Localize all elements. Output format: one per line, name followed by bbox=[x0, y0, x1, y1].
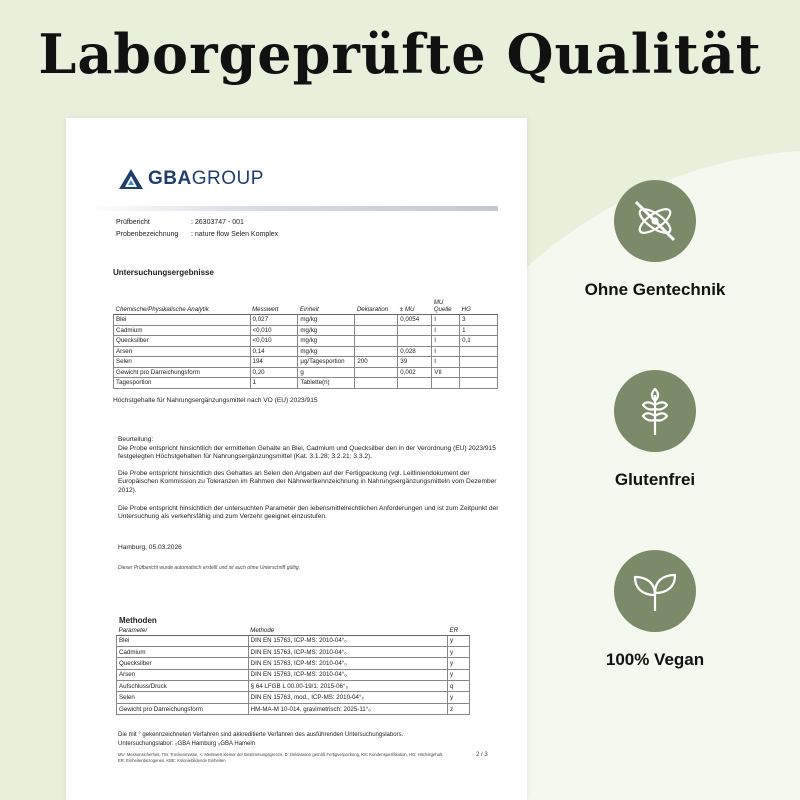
leaf-icon bbox=[614, 550, 696, 632]
table-row bbox=[114, 357, 498, 368]
table-cell: I bbox=[432, 325, 460, 336]
badge-no-gmo bbox=[555, 180, 755, 300]
accreditation-note: Die mit ° gekennzeichneten Verfahren sind akkreditierte Verfahren des ausführenden Untersuchungslabors. Untersuchungslabor: ₀GBA Hamburg ₀GBA Hameln bbox=[118, 732, 404, 747]
report-date: Hamburg, 05.03.2026 bbox=[118, 544, 182, 551]
table-cell: y bbox=[448, 669, 470, 680]
table-cell bbox=[355, 378, 398, 389]
table-cell: q bbox=[448, 681, 470, 692]
assessment-paragraph-3: Die Probe entspricht hinsichtlich der untersuchten Parameter den lebensmittelrechtlichen Anforderungen und ist zum Zeitpunkt der Untersuchung als verkehrsfähig und zum Verzehr geeignet einzustufen. bbox=[118, 505, 499, 521]
table-cell: mg/kg bbox=[298, 336, 355, 347]
table-cell: 194 bbox=[250, 357, 298, 368]
table-cell: g bbox=[298, 367, 355, 378]
table-cell: 0,028 bbox=[398, 346, 432, 357]
table-cell: § 64 LFGB L 00.00-19/1: 2015-06°₀ bbox=[248, 681, 447, 692]
table-cell: y bbox=[448, 692, 470, 703]
table-row bbox=[114, 378, 498, 389]
wheat-icon bbox=[614, 370, 696, 452]
results-header: HG bbox=[460, 298, 498, 315]
table-cell: y bbox=[448, 658, 470, 669]
table-cell: I bbox=[432, 346, 460, 357]
table-cell: mg/kg bbox=[298, 346, 355, 357]
table-cell bbox=[460, 378, 498, 389]
table-cell bbox=[398, 378, 432, 389]
table-cell: 39 bbox=[398, 357, 432, 368]
table-cell: DIN EN 15763, ICP-MS: 2010-04°₀ bbox=[248, 669, 447, 680]
methods-header: ER bbox=[448, 626, 470, 635]
meta-row: Prüfbericht : 26303747 - 001 bbox=[116, 219, 244, 226]
table-cell bbox=[355, 367, 398, 378]
table-cell: 1 bbox=[460, 325, 498, 336]
table-row bbox=[117, 681, 470, 692]
auto-generated-note: Dieser Prüfbericht wurde automatisch erstellt und ist auch ohne Unterschrift gültig. bbox=[118, 565, 301, 571]
methods-header: Parameter bbox=[117, 626, 249, 635]
table-row bbox=[114, 336, 498, 347]
table-cell bbox=[432, 378, 460, 389]
table-row bbox=[117, 703, 470, 714]
header-rule bbox=[86, 206, 498, 211]
table-cell bbox=[355, 315, 398, 326]
report-meta bbox=[116, 217, 278, 241]
methods-header: Methode bbox=[248, 626, 447, 635]
table-cell: Selen bbox=[114, 357, 251, 368]
table-cell: 0,027 bbox=[250, 315, 298, 326]
table-cell: <0,010 bbox=[250, 325, 298, 336]
table-cell: I bbox=[432, 315, 460, 326]
table-row bbox=[114, 325, 498, 336]
table-cell bbox=[355, 346, 398, 357]
results-title: Untersuchungsergebnisse bbox=[113, 268, 214, 277]
table-cell: 0,1 bbox=[460, 336, 498, 347]
table-cell: VII bbox=[432, 367, 460, 378]
methods-table bbox=[116, 626, 470, 715]
table-cell: 0,002 bbox=[398, 367, 432, 378]
limits-note: Höchstgehalte für Nahrungsergänzungsmittel nach VO (EU) 2023/915 bbox=[113, 397, 318, 404]
table-row bbox=[117, 635, 470, 646]
table-cell: 1 bbox=[250, 378, 298, 389]
abbreviations-legend: MU: Messunsicherheit, TM: Trockenmasse, <: Messwert kleiner der Bestimmungsgrenze, D: Deklaration gemäß Fertigverpackung, KS: Kundenspezifikation, HG: Höchstgehalt, ER: Einheitenbezogenes, KBE: Koloniebildende Einheiten bbox=[118, 752, 444, 763]
badge-label: Glutenfrei bbox=[614, 470, 696, 489]
table-cell: DIN EN 15763, ICP-MS: 2010-04°₀ bbox=[248, 635, 447, 646]
assessment-heading: Beurteilung: bbox=[118, 436, 154, 443]
meta-row: Probenbezeichnung : nature flow Selen Komplex bbox=[116, 231, 279, 238]
table-cell: Tagesportion bbox=[114, 378, 251, 389]
table-cell: Arsen bbox=[114, 346, 251, 357]
table-row bbox=[114, 315, 498, 326]
results-header: MU Quelle bbox=[432, 298, 460, 315]
table-row bbox=[117, 692, 470, 703]
table-cell: Tablette(n) bbox=[298, 378, 355, 389]
table-cell: <0,010 bbox=[250, 336, 298, 347]
table-cell: Gewicht pro Darreichungsform bbox=[114, 367, 251, 378]
table-cell: Blei bbox=[114, 315, 251, 326]
results-header: Einheit bbox=[298, 298, 355, 315]
badge-label: 100% Vegan bbox=[605, 650, 705, 669]
results-header: Chemische/Physikalische Analytik bbox=[114, 298, 251, 315]
table-row bbox=[117, 646, 470, 657]
results-header: ± MU bbox=[398, 298, 432, 315]
table-row bbox=[117, 669, 470, 680]
table-cell: y bbox=[448, 646, 470, 657]
table-cell bbox=[355, 325, 398, 336]
table-cell: z bbox=[448, 703, 470, 714]
table-cell: Aufschluss/Druck bbox=[117, 681, 249, 692]
badge-label: Ohne Gentechnik bbox=[584, 280, 726, 299]
table-cell: 0,14 bbox=[250, 346, 298, 357]
gba-logo-text: GBAGROUP bbox=[148, 168, 264, 189]
table-cell: Gewicht pro Darreichungsform bbox=[117, 703, 249, 714]
table-row bbox=[114, 367, 498, 378]
table-row bbox=[114, 346, 498, 357]
table-row bbox=[117, 658, 470, 669]
table-cell: DIN EN 15763, mod., ICP-MS: 2010-04°₀ bbox=[248, 692, 447, 703]
table-cell: I bbox=[432, 336, 460, 347]
table-cell: mg/kg bbox=[298, 325, 355, 336]
page-headline: Laborgeprüfte Qualität bbox=[38, 22, 762, 86]
table-cell bbox=[460, 357, 498, 368]
badge-vegan bbox=[555, 550, 755, 670]
table-cell: 0,0054 bbox=[398, 315, 432, 326]
results-table bbox=[113, 298, 498, 389]
table-cell: 200 bbox=[355, 357, 398, 368]
lab-report-sheet bbox=[66, 118, 527, 800]
results-header: Messwert bbox=[250, 298, 298, 315]
table-cell: Blei bbox=[117, 635, 249, 646]
badge-gluten-free bbox=[555, 370, 755, 490]
table-cell: y bbox=[448, 635, 470, 646]
table-cell: 0,20 bbox=[250, 367, 298, 378]
table-cell bbox=[398, 336, 432, 347]
table-cell: 3 bbox=[460, 315, 498, 326]
assessment-paragraph-2: Die Probe entspricht hinsichtlich des Gehaltes an Selen den Angaben auf der Fertigpackung (vgl. Leitliniendokument der Europäischen Kommission zu Toleranzen im Rahmen der Nährwertkennzeichnung in Nahrungsergänzungsmitteln vom Dezember 2012). bbox=[118, 470, 497, 494]
results-header: Deklaration bbox=[355, 298, 398, 315]
table-cell: DIN EN 15763, ICP-MS: 2010-04°₀ bbox=[248, 646, 447, 657]
table-cell: I bbox=[432, 357, 460, 368]
gba-logo bbox=[118, 168, 264, 190]
table-cell: Cadmium bbox=[117, 646, 249, 657]
table-cell bbox=[398, 325, 432, 336]
table-cell: µg/Tagesportion bbox=[298, 357, 355, 368]
table-cell: Quecksilber bbox=[114, 336, 251, 347]
assessment-paragraph-1: Die Probe entspricht hinsichtlich der ermittelten Gehalte an Blei, Cadmium und Quecksilber den in der Verordnung (EU) 2023/915 festgelegten Höchstgehalten für Nahrungsergänzungsmittel (Kat. 3.1.28; 3.2.21; 3.3.2). bbox=[118, 445, 496, 461]
table-cell: Cadmium bbox=[114, 325, 251, 336]
methods-title: Methoden bbox=[119, 616, 157, 625]
table-cell: HM-MA-M 10-014, gravimetrisch: 2025-11°₀ bbox=[248, 703, 447, 714]
table-cell: Quecksilber bbox=[117, 658, 249, 669]
table-cell: DIN EN 15763, ICP-MS: 2010-04°₀ bbox=[248, 658, 447, 669]
table-cell bbox=[460, 367, 498, 378]
page-number: 2 / 3 bbox=[476, 752, 488, 758]
table-cell: Arsen bbox=[117, 669, 249, 680]
table-cell: Selen bbox=[117, 692, 249, 703]
table-cell: mg/kg bbox=[298, 315, 355, 326]
gba-logo-icon bbox=[118, 168, 144, 190]
table-cell bbox=[460, 346, 498, 357]
no-gmo-icon bbox=[614, 180, 696, 262]
table-cell bbox=[355, 336, 398, 347]
